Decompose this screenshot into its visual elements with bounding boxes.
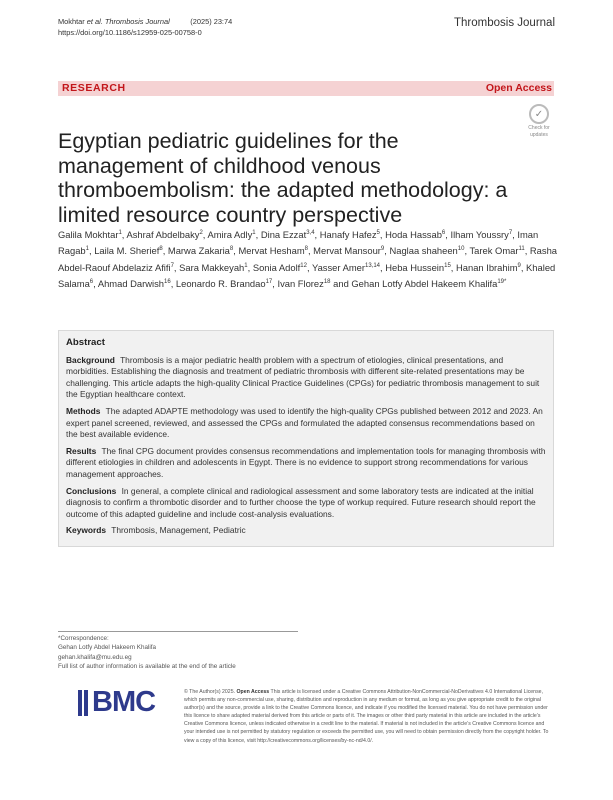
bmc-mark-icon [78, 688, 92, 718]
citation-line [58, 16, 232, 27]
abstract-section-label: Results [66, 445, 97, 456]
correspondence-email[interactable]: gehan.khalifa@mu.edu.eg [58, 653, 132, 661]
abstract-section-label: Conclusions [66, 485, 117, 496]
license-open-access-label: Open Access [236, 689, 270, 695]
footnote-line: Gehan Lotfy Abdel Hakeem Khalifa [58, 644, 157, 652]
license-body: This article is licensed under a Creative Commons Attribution-NonCommercial-NoDerivatives 4.0 International License, which permits any non-commercial use, sharing, distribution and reproduction in any medium or format, as long as you give appropriate credit to the original author(s) and the source, provide a link to the Creative Commons licence, and indicate if you modified the licensed material. You do not have permission under this licence to share adapted material derived from this article or parts of it. The images or other third party material in this article are included in the article’s Creative Commons licence, unless indicated otherwise in a credit line to the material. If material is not included in the article’s Creative Commons licence and your intended use is not permitted by statutory regulation or exceeds the permitted use, you will need to obtain permission directly from the copyright holder. To view a copy of this licence, visit http://creativecommons.org/licenses/by-nc-nd/4.0/. [184, 689, 549, 744]
check-for-updates-badge[interactable] [524, 104, 554, 136]
abstract-section-text: Thrombosis, Management, Pediatric [111, 525, 246, 536]
open-access-label: Open Access [485, 82, 552, 94]
doi-link[interactable]: https://doi.org/10.1186/s12959-025-00758-0 [58, 28, 202, 37]
footnote-line: *Correspondence: [58, 635, 109, 642]
license-text [184, 688, 554, 745]
check-updates-line2: updates [530, 132, 548, 138]
abstract-box [58, 330, 554, 547]
correspondence-footnote [58, 634, 236, 672]
check-updates-line1: Check for [528, 125, 550, 131]
abstract-section-text: The adapted ADAPTE methodology was used to identify the high-quality CPGs published between 2012 and 2023. An expert panel screened, reviewed, and assessed the CPGs and formulated the adapted consensus recommendations based on the best available evidence. [66, 405, 543, 440]
article-title: Egyptian pediatric guidelines for the management of childhood venous thromboembolism: the adapted methodology: a limited resource country perspective [58, 129, 508, 227]
journal-name: Thrombosis Journal [454, 17, 555, 29]
citation-header [58, 16, 232, 38]
citation-authors: Mokhtar [58, 17, 87, 26]
abstract-heading: Abstract [66, 337, 105, 348]
abstract-section-label: Keywords [66, 525, 107, 536]
abstract-results [66, 446, 546, 481]
footnote-divider [58, 631, 298, 632]
footnote-line: Full list of author information is available at the end of the article [58, 663, 236, 671]
abstract-section-text: In general, a complete clinical and radiological assessment and some laboratory tests are indicated at the initial diagnosis to confirm a thrombotic disorder and to further choose the type of workup required. Future research should report the outcome of this adapted guideline and include cost-analysis evaluations. [66, 485, 536, 519]
bmc-logo-text: BMC [92, 686, 156, 718]
abstract-background [66, 355, 546, 401]
abstract-section-text: The final CPG document provides consensus recommendations and implementation tools for managing thrombosis with different etiologies in children and adolescents in Egypt. There is no evidence to support strong recommendations for various management approaches. [66, 445, 546, 479]
bmc-logo [86, 686, 174, 718]
abstract-keywords [66, 525, 546, 537]
copyright-text: © The Author(s) 2025. [184, 689, 236, 695]
author-list: Galila Mokhtar$^1$, Ashraf Abdelbaky$^2$, Amira Adly$^1$, Dina Ezzat$^{3,4}$, Hanafy Hafez$^5$, Hoda Hassab$^6$, Ilham Youssry$^7$, Iman Ragab$^1$, Laila M. Sherief$^8$, Marwa Zakaria$^8$, Mervat Hesham$^8$, Mervat Mansour$^9$, Naglaa shaheen$^{10}$, Tarek Omar$^{11}$, Rasha Abdel-Raouf Abdelaziz Afifi$^7$, Sara Makkeyah$^1$, Sonia Adolf$^{12}$, Yasser Amer$^{13,14}$, Heba Hussein$^{15}$, Hanan Ibrahim$^9$, Khaled Salama$^6$, Ahmad Darwish$^{16}$, Leonardo R. Brandao$^{17}$, Ivan Florez$^{18}$ and Gehan Lotfy Abdel Hakeem Khalifa$^{19*}$ [58, 229, 558, 290]
abstract-section-text: Thrombosis is a major pediatric health problem with a spectrum of etiologies, clinical presentations, and morbidities. Establishing the diagnosis and treatment of pediatric thrombosis with different site-related presentations may be challenging. This article adapts the high-quality Clinical Practice Guidelines (CPGs) for pediatric thrombosis management to suit the Egyptian healthcare context. [66, 354, 540, 400]
check-updates-icon: ✓ [529, 104, 549, 124]
abstract-section-label: Methods [66, 405, 101, 416]
citation-journal: et al. Thrombosis Journal [86, 17, 170, 26]
abstract-conclusions [66, 486, 546, 521]
citation-year: (2025) 23:74 [190, 17, 233, 26]
article-type-label: RESEARCH [62, 82, 126, 94]
abstract-methods [66, 406, 546, 441]
abstract-section-label: Background [66, 354, 115, 365]
article-type-band [58, 81, 554, 96]
